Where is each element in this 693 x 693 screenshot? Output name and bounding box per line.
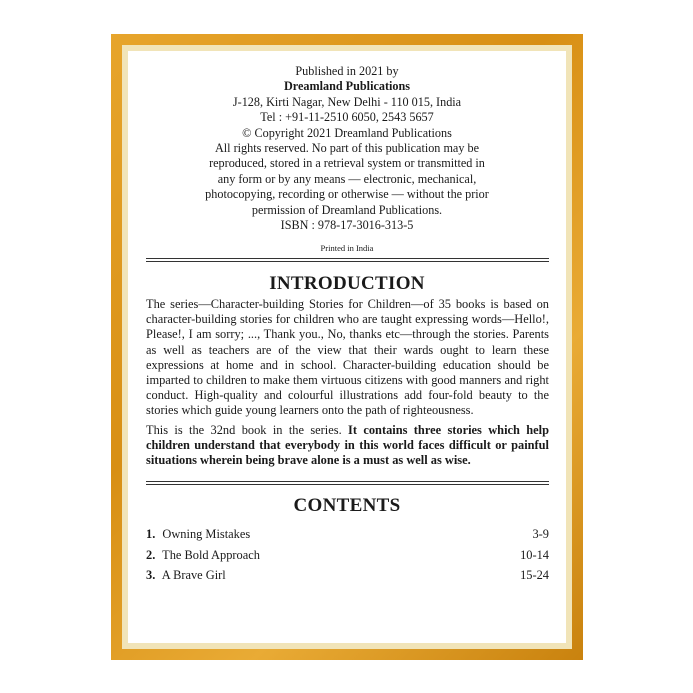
- paragraph-2-plain-text: This is the 32nd book in the series.: [146, 422, 349, 437]
- double-rule-divider: [146, 258, 549, 262]
- toc-entry-number: 1.: [146, 527, 156, 541]
- toc-entry: [146, 526, 549, 547]
- toc-entry: [146, 547, 549, 568]
- publisher-telephone: Tel : +91-11-2510 6050, 2543 5657: [260, 110, 434, 125]
- toc-entry-label: Owning Mistakes: [162, 527, 251, 541]
- introduction-paragraph-1: The series—Character-building Stories for Children—of 35 books is based on character-building stories for children who are taught expressing words—Hello!, Please!, I am sorry; ..., Thank you., No, thanks etc—through the stories. Parents as well as teachers are of the view that their wards ought to learn these expressions at home and in school. Character-building education should be imparted to children to make them virtuous citizens with good manners and right conduct. High-quality and colourful illustrations add four-fold beauty to the stories which guide young learners onto the path of righteousness.: [146, 297, 549, 418]
- table-of-contents: [146, 526, 549, 588]
- toc-entry-title: [146, 547, 260, 568]
- rights-line-2: reproduced, stored in a retrieval system or transmitted in: [209, 156, 485, 171]
- introduction-body: [146, 297, 549, 472]
- publisher-name: Dreamland Publications: [283, 79, 411, 94]
- rights-line-4: photocopying, recording or otherwise — without the prior: [205, 187, 489, 202]
- imprint-block: [128, 64, 566, 254]
- toc-entry: [146, 567, 549, 588]
- book-page: [128, 51, 566, 643]
- copyright-line: © Copyright 2021 Dreamland Publications: [242, 125, 452, 140]
- double-rule-divider: [146, 481, 549, 485]
- toc-entry-pages: 10-14: [520, 547, 549, 562]
- published-line: Published in 2021 by: [295, 64, 399, 78]
- isbn-line: ISBN : 978-17-3016-313-5: [280, 218, 414, 233]
- contents-heading: CONTENTS: [293, 495, 401, 516]
- introduction-heading: INTRODUCTION: [269, 273, 425, 294]
- introduction-paragraph-2: [146, 423, 549, 469]
- toc-entry-title: [146, 567, 226, 588]
- toc-entry-pages: 15-24: [520, 568, 549, 582]
- toc-entry-pages: 3-9: [532, 527, 549, 541]
- toc-entry-label: The Bold Approach: [162, 547, 260, 562]
- toc-entry-label: A Brave Girl: [161, 568, 226, 582]
- toc-entry-number: 3.: [146, 568, 156, 582]
- paragraph-2-bold-text: It contains three stories which help children understand that everybody in this world faces difficult or painful situations wherein being brave alone is a must as well as wise.: [146, 422, 550, 468]
- toc-entry-title: [146, 526, 250, 547]
- toc-entry-number: 2.: [146, 547, 156, 562]
- publisher-address: J-128, Kirti Nagar, New Delhi - 110 015, India: [232, 94, 462, 109]
- printed-in-line: Printed in India: [320, 243, 374, 254]
- rights-line-5: permission of Dreamland Publications.: [251, 202, 443, 217]
- rights-line-1: All rights reserved. No part of this publication may be: [214, 141, 479, 156]
- rights-line-3: any form or by any means — electronic, mechanical,: [217, 171, 477, 186]
